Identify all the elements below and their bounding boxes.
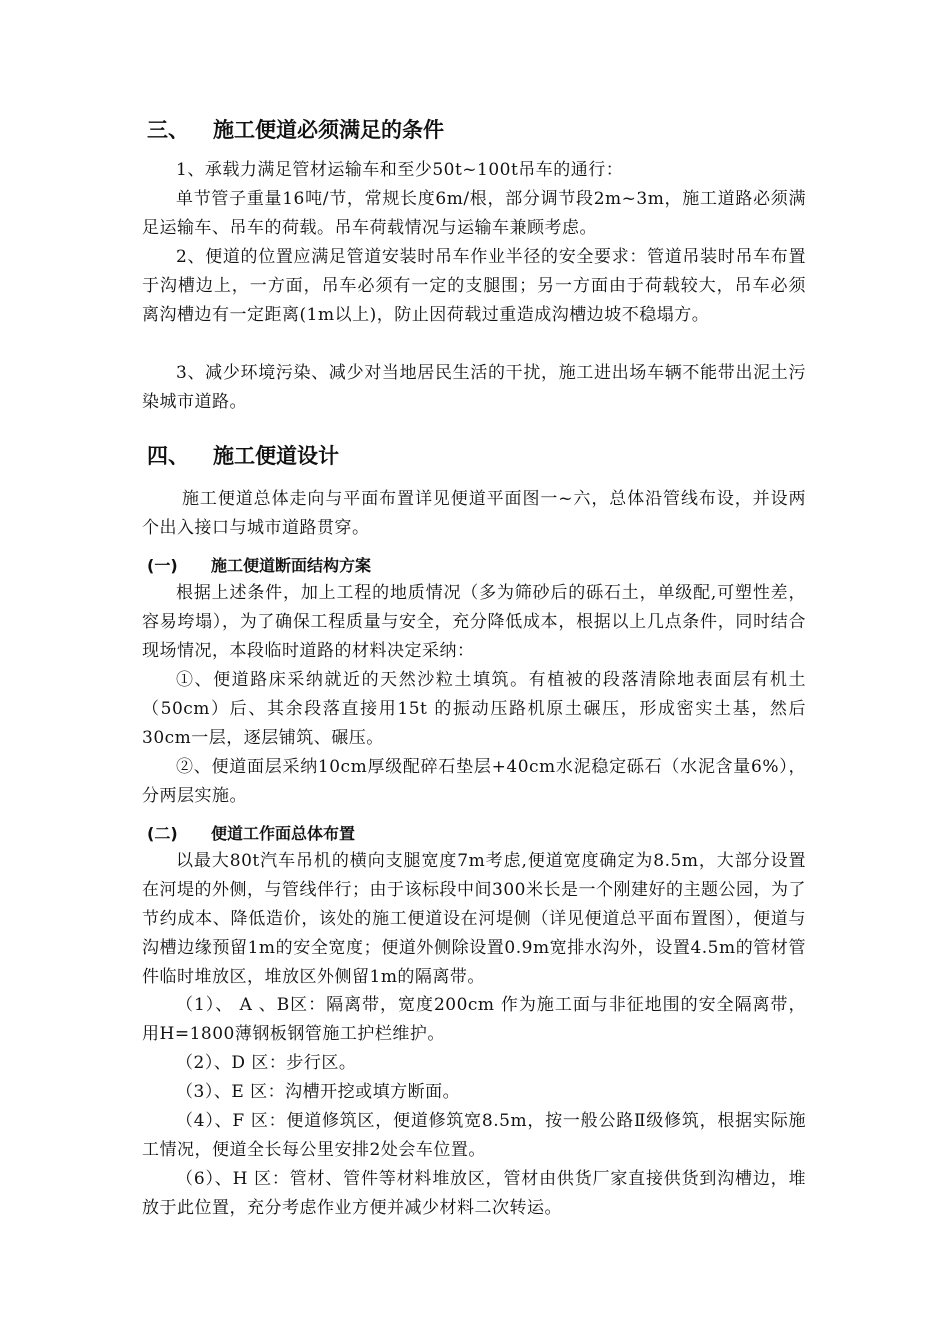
section-4-intro: 施工便道总体走向与平面布置详见便道平面图一~六，总体沿管线布设，并设两个出入接口与城市道路贯穿。 — [142, 489, 806, 538]
section-3-paragraph-2: 单节管子重量16吨/节，常规长度6m/根，部分调节段2m~3m，施工道路必须满足运输车、吊车的荷载。吊车荷载情况与运输车兼顾考虑。 — [142, 189, 806, 238]
section-3-number: 三、 — [147, 118, 189, 142]
subsection-2-paragraph-1: 以最大80t汽车吊机的横向支腿宽度7m考虑,便道宽度确定为8.5m，大部分设置在河堤的外侧，与管线伴行；由于该标段中间300米长是一个刚建好的主题公园，为了节约成本、降低造价，该处的施工便道设在河堤侧（详见便道总平面布置图），便道与沟槽边缘预留1m的安全宽度；便道外侧除设置0.9m宽排水沟外，设置4.5m的管材管件临时堆放区，堆放区外侧留1m的隔离带。 — [142, 851, 806, 987]
subsection-2-number: (二) — [147, 824, 178, 843]
subsection-1-title: 施工便道断面结构方案 — [211, 556, 372, 575]
subsection-2-heading — [147, 821, 355, 844]
section-4-heading — [147, 440, 339, 470]
subsection-2-item-1: （1）、 A 、B区：隔离带，宽度200cm 作为施工面与非征地围的安全隔离带，用H=1800薄钢板钢管施工护栏维护。 — [142, 995, 806, 1044]
subsection-1-number: (一) — [147, 556, 178, 575]
subsection-2-item-2: （2）、D 区：步行区。 — [176, 1053, 357, 1073]
section-3-paragraph-3: 2、便道的位置应满足管道安装时吊车作业半径的安全要求：管道吊装时吊车布置于沟槽边上，一方面，吊车必须有一定的支腿围；另一方面由于荷载较大，吊车必须离沟槽边有一定距离(1m以上)，防止因荷载过重造成沟槽边坡不稳塌方。 — [142, 247, 806, 325]
section-3-title: 施工便道必须满足的条件 — [213, 118, 444, 142]
subsection-1-paragraph-3: ②、便道面层采纳10cm厚级配碎石垫层+40cm水泥稳定砾石（水泥含量6%），分两层实施。 — [142, 757, 806, 806]
section-3-heading — [147, 114, 444, 144]
section-4-title: 施工便道设计 — [213, 444, 339, 468]
subsection-2-item-6: （6）、H 区：管材、管件等材料堆放区，管材由供货厂家直接供货到沟槽边，堆放于此位置，充分考虑作业方便并减少材料二次转运。 — [142, 1169, 806, 1218]
subsection-1-paragraph-1: 根据上述条件，加上工程的地质情况（多为筛砂后的砾石土，单级配,可塑性差，容易垮塌），为了确保工程质量与安全，充分降低成本，根据以上几点条件，同时结合现场情况，本段临时道路的材料决定采纳： — [142, 583, 806, 661]
section-4-number: 四、 — [147, 444, 189, 468]
subsection-2-item-3: （3）、E 区：沟槽开挖或填方断面。 — [176, 1082, 461, 1102]
subsection-1-heading — [147, 553, 371, 576]
subsection-2-title: 便道工作面总体布置 — [211, 824, 356, 843]
subsection-2-item-4: （4）、F 区：便道修筑区，便道修筑宽8.5m，按一般公路Ⅱ级修筑，根据实际施工情况，便道全长每公里安排2处会车位置。 — [142, 1111, 806, 1160]
section-3-paragraph-4: 3、减少环境污染、减少对当地居民生活的干扰，施工进出场车辆不能带出泥土污染城市道路。 — [142, 363, 806, 412]
subsection-1-paragraph-2: ①、便道路床采纳就近的天然沙粒土填筑。有植被的段落清除地表面层有机土（50cm）后、其余段落直接用15t 的振动压路机原土碾压，形成密实土基，然后30cm一层，逐层铺筑、碾压。 — [142, 670, 806, 748]
section-3-paragraph-1: 1、承载力满足管材运输车和至少50t~100t吊车的通行： — [176, 160, 624, 180]
